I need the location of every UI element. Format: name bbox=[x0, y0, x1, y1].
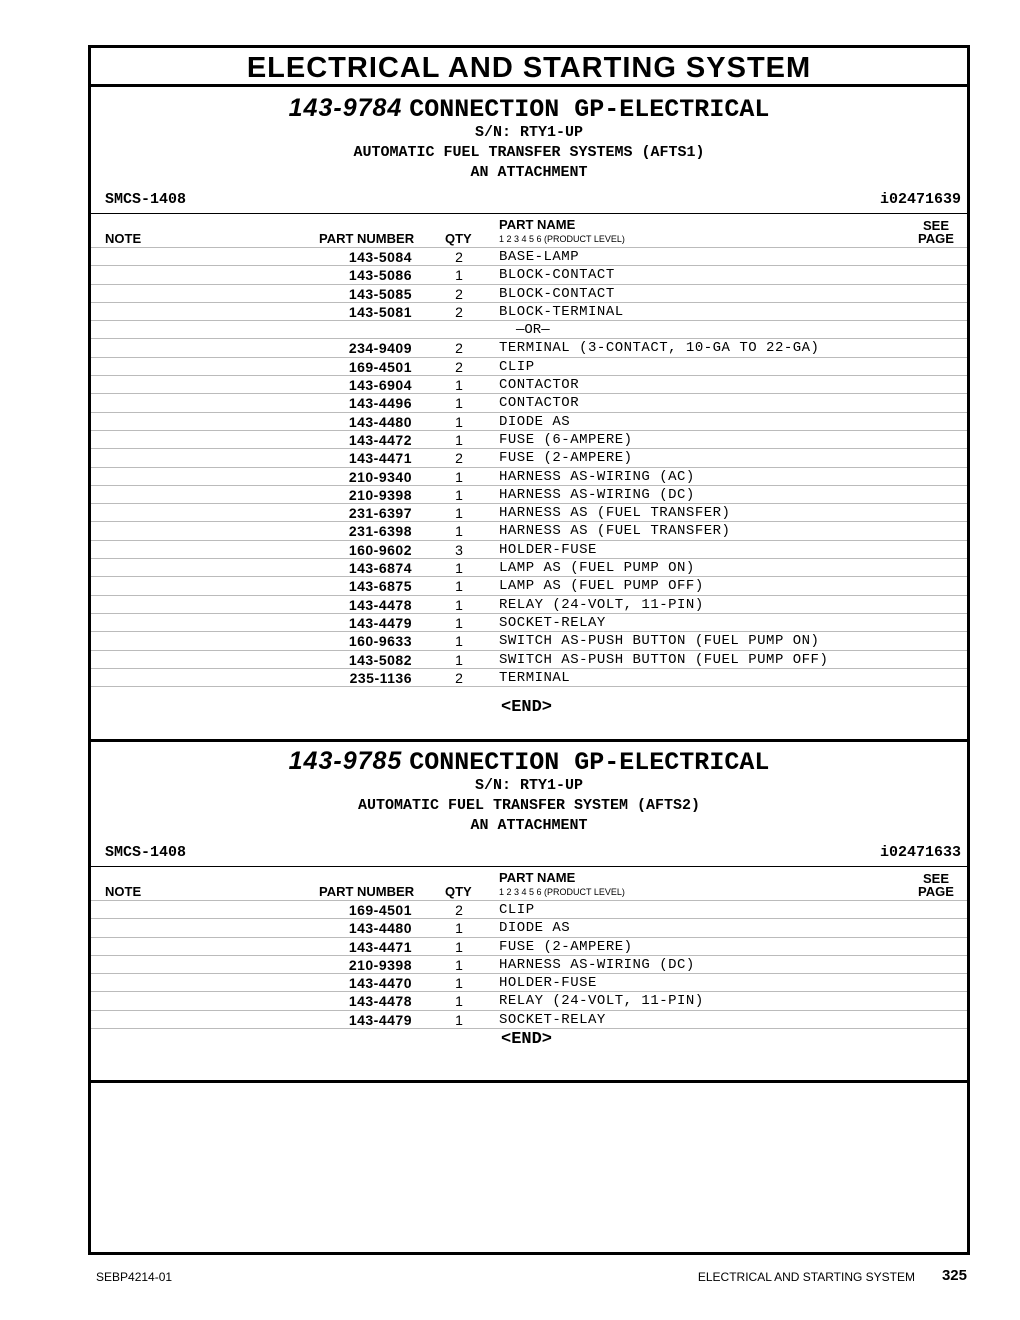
qty-cell: 1 bbox=[455, 596, 463, 613]
part-name-cell: SWITCH AS-PUSH BUTTON (FUEL PUMP OFF) bbox=[499, 651, 829, 668]
qty-cell: 1 bbox=[455, 938, 463, 955]
footer-page-number: 325 bbox=[941, 1267, 967, 1284]
system-line: AUTOMATIC FUEL TRANSFER SYSTEM (AFTS2) bbox=[357, 797, 701, 814]
table-row bbox=[91, 467, 967, 485]
part-number-cell: 231-6397 bbox=[348, 505, 412, 522]
footer-section: ELECTRICAL AND STARTING SYSTEM bbox=[697, 1270, 915, 1284]
system-line: AUTOMATIC FUEL TRANSFER SYSTEMS (AFTS1) bbox=[353, 144, 705, 161]
header-qty: QTY bbox=[445, 884, 472, 899]
part-number-cell: 143-5085 bbox=[348, 285, 412, 302]
end-marker: <END> bbox=[501, 698, 553, 717]
part-name-cell: CONTACTOR bbox=[499, 395, 580, 412]
qty-cell: 1 bbox=[455, 505, 463, 522]
group-title bbox=[91, 747, 967, 777]
qty-cell: 1 bbox=[455, 633, 463, 650]
serial-line: S/N: RTY1-UP bbox=[474, 777, 584, 794]
header-note: NOTE bbox=[105, 884, 142, 899]
part-number-cell: 143-5082 bbox=[348, 651, 412, 668]
qty-cell: 1 bbox=[455, 468, 463, 485]
table-row bbox=[91, 668, 967, 686]
qty-cell: 1 bbox=[455, 267, 463, 284]
table-row bbox=[91, 650, 967, 668]
table-row bbox=[91, 973, 967, 991]
part-number-cell: 143-4480 bbox=[348, 920, 412, 937]
part-name-cell: BLOCK-CONTACT bbox=[499, 285, 615, 302]
qty-cell: 2 bbox=[455, 285, 463, 302]
qty-cell: 2 bbox=[455, 303, 463, 320]
header-part-name: PART NAME bbox=[499, 217, 576, 232]
part-name-cell: RELAY (24-VOLT, 11-PIN) bbox=[499, 596, 704, 613]
table-bottom-rule bbox=[91, 1028, 967, 1029]
header-part-name: PART NAME bbox=[499, 870, 576, 885]
part-number-cell: 143-4472 bbox=[348, 431, 412, 448]
part-number-cell: 231-6398 bbox=[348, 523, 412, 540]
header-see: SEE bbox=[923, 218, 950, 233]
or-separator: —OR— bbox=[516, 322, 550, 339]
table-row bbox=[91, 430, 967, 448]
qty-cell: 1 bbox=[455, 377, 463, 394]
part-number-cell: 143-5084 bbox=[348, 249, 412, 265]
part-number-cell: 234-9409 bbox=[348, 340, 412, 357]
part-number-cell: 143-5086 bbox=[348, 267, 412, 284]
part-number-cell: 169-4501 bbox=[348, 902, 412, 918]
serial-line: S/N: RTY1-UP bbox=[474, 124, 584, 141]
header-qty: QTY bbox=[445, 231, 472, 246]
section-1 bbox=[91, 86, 967, 742]
part-number-cell: 143-6874 bbox=[348, 560, 412, 577]
part-name-cell: BLOCK-CONTACT bbox=[499, 267, 615, 284]
part-number-cell: 143-4480 bbox=[348, 413, 412, 430]
table-row bbox=[91, 991, 967, 1009]
smcs-code: SMCS-1408 bbox=[105, 844, 187, 861]
table-row bbox=[91, 955, 967, 973]
qty-cell: 3 bbox=[455, 541, 463, 558]
part-number-cell: 143-6875 bbox=[348, 578, 412, 595]
part-number-cell: 143-4496 bbox=[348, 395, 412, 412]
part-number-cell: 143-4470 bbox=[348, 975, 412, 992]
part-name-cell: FUSE (2-AMPERE) bbox=[499, 938, 633, 955]
illustration-id: i02471633 bbox=[879, 844, 961, 861]
table-row bbox=[91, 558, 967, 576]
qty-cell: 1 bbox=[455, 395, 463, 412]
part-name-cell: BLOCK-TERMINAL bbox=[499, 303, 624, 320]
table-row bbox=[91, 918, 967, 936]
part-number-cell: 210-9398 bbox=[348, 486, 412, 503]
qty-cell: 1 bbox=[455, 651, 463, 668]
header-part-number: PART NUMBER bbox=[319, 231, 415, 246]
group-part-number: 143-9784 bbox=[288, 94, 403, 122]
part-number-cell: 210-9398 bbox=[348, 956, 412, 973]
part-name-cell: RELAY (24-VOLT, 11-PIN) bbox=[499, 993, 704, 1010]
qty-cell: 2 bbox=[455, 450, 463, 467]
table-row bbox=[91, 375, 967, 393]
part-name-cell: SOCKET-RELAY bbox=[499, 1011, 606, 1028]
part-name-cell: CLIP bbox=[499, 358, 535, 375]
qty-cell: 1 bbox=[455, 413, 463, 430]
part-name-cell: HOLDER-FUSE bbox=[499, 541, 597, 558]
footer-doc-id: SEBP4214-01 bbox=[96, 1270, 173, 1284]
part-number-cell: 143-4471 bbox=[348, 450, 412, 467]
table-row bbox=[91, 503, 967, 521]
part-name-cell: HARNESS AS (FUEL TRANSFER) bbox=[499, 505, 731, 522]
header-note: NOTE bbox=[105, 231, 142, 246]
table-row bbox=[91, 320, 967, 338]
table-header bbox=[91, 866, 967, 901]
illustration-id: i02471639 bbox=[879, 191, 961, 208]
parts-table bbox=[91, 900, 967, 1029]
table-row bbox=[91, 302, 967, 320]
table-row bbox=[91, 393, 967, 411]
qty-cell: 1 bbox=[455, 431, 463, 448]
section-2 bbox=[91, 742, 967, 1083]
table-row bbox=[91, 576, 967, 594]
table-row bbox=[91, 448, 967, 466]
part-name-cell: SOCKET-RELAY bbox=[499, 614, 606, 631]
qty-cell: 1 bbox=[455, 993, 463, 1010]
table-row bbox=[91, 284, 967, 302]
part-number-cell: 160-9602 bbox=[348, 541, 412, 558]
part-number-cell: 160-9633 bbox=[348, 633, 412, 650]
part-name-cell: HARNESS AS-WIRING (DC) bbox=[499, 956, 695, 973]
table-bottom-rule bbox=[91, 686, 967, 687]
group-title bbox=[91, 94, 967, 124]
part-number-cell: 143-6904 bbox=[348, 377, 412, 394]
attachment-line: AN ATTACHMENT bbox=[470, 164, 588, 181]
part-number-cell: 143-4478 bbox=[348, 993, 412, 1010]
part-name-cell: CONTACTOR bbox=[499, 377, 580, 394]
qty-cell: 2 bbox=[455, 358, 463, 375]
table-row bbox=[91, 595, 967, 613]
qty-cell: 1 bbox=[455, 560, 463, 577]
part-name-cell: DIODE AS bbox=[499, 920, 571, 937]
qty-cell: 1 bbox=[455, 1011, 463, 1028]
header-page: PAGE bbox=[918, 231, 954, 246]
part-name-cell: TERMINAL (3-CONTACT, 10-GA TO 22-GA) bbox=[499, 340, 820, 357]
part-number-cell: 143-5081 bbox=[348, 303, 412, 320]
table-row bbox=[91, 613, 967, 631]
part-number-cell: 143-4479 bbox=[348, 1011, 412, 1028]
qty-cell: 2 bbox=[455, 902, 463, 918]
page-frame bbox=[88, 45, 970, 1255]
header-page: PAGE bbox=[918, 884, 954, 899]
group-name: CONNECTION GP-ELECTRICAL bbox=[409, 748, 770, 777]
table-row bbox=[91, 338, 967, 356]
part-name-cell: TERMINAL bbox=[499, 669, 571, 686]
table-row bbox=[91, 521, 967, 539]
qty-cell: 2 bbox=[455, 340, 463, 357]
table-row bbox=[91, 265, 967, 283]
smcs-code: SMCS-1408 bbox=[105, 191, 187, 208]
qty-cell: 1 bbox=[455, 920, 463, 937]
part-name-cell: FUSE (2-AMPERE) bbox=[499, 450, 633, 467]
table-row bbox=[91, 412, 967, 430]
attachment-line: AN ATTACHMENT bbox=[470, 817, 588, 834]
header-product-level: 1 2 3 4 5 6 (PRODUCT LEVEL) bbox=[499, 234, 625, 244]
part-name-cell: HARNESS AS-WIRING (DC) bbox=[499, 486, 695, 503]
part-name-cell: LAMP AS (FUEL PUMP ON) bbox=[499, 560, 695, 577]
table-row bbox=[91, 485, 967, 503]
header-part-number: PART NUMBER bbox=[319, 884, 415, 899]
table-row bbox=[91, 937, 967, 955]
qty-cell: 1 bbox=[455, 975, 463, 992]
part-number-cell: 143-4479 bbox=[348, 614, 412, 631]
table-row bbox=[91, 631, 967, 649]
part-name-cell: HARNESS AS (FUEL TRANSFER) bbox=[499, 523, 731, 540]
part-name-cell: HARNESS AS-WIRING (AC) bbox=[499, 468, 695, 485]
table-row bbox=[91, 1010, 967, 1028]
table-header bbox=[91, 213, 967, 248]
part-name-cell: CLIP bbox=[499, 902, 535, 918]
qty-cell: 1 bbox=[455, 486, 463, 503]
qty-cell: 2 bbox=[455, 669, 463, 686]
part-name-cell: FUSE (6-AMPERE) bbox=[499, 431, 633, 448]
group-part-number: 143-9785 bbox=[288, 747, 403, 775]
table-row bbox=[91, 247, 967, 265]
main-title: ELECTRICAL AND STARTING SYSTEM bbox=[91, 48, 967, 87]
part-number-cell: 235-1136 bbox=[349, 669, 412, 686]
part-number-cell: 210-9340 bbox=[348, 468, 412, 485]
end-marker: <END> bbox=[501, 1030, 553, 1049]
part-number-cell: 143-4478 bbox=[348, 596, 412, 613]
table-row bbox=[91, 900, 967, 918]
part-number-cell: 143-4471 bbox=[348, 938, 412, 955]
qty-cell: 2 bbox=[455, 249, 463, 265]
part-name-cell: HOLDER-FUSE bbox=[499, 975, 597, 992]
parts-table bbox=[91, 247, 967, 687]
qty-cell: 1 bbox=[455, 578, 463, 595]
part-name-cell: DIODE AS bbox=[499, 413, 571, 430]
part-name-cell: LAMP AS (FUEL PUMP OFF) bbox=[499, 578, 704, 595]
group-name: CONNECTION GP-ELECTRICAL bbox=[409, 95, 770, 124]
qty-cell: 1 bbox=[455, 956, 463, 973]
header-see: SEE bbox=[923, 871, 950, 886]
qty-cell: 1 bbox=[455, 523, 463, 540]
part-number-cell: 169-4501 bbox=[348, 358, 412, 375]
table-row bbox=[91, 357, 967, 375]
part-name-cell: SWITCH AS-PUSH BUTTON (FUEL PUMP ON) bbox=[499, 633, 820, 650]
qty-cell: 1 bbox=[455, 614, 463, 631]
part-name-cell: BASE-LAMP bbox=[499, 249, 580, 265]
header-product-level: 1 2 3 4 5 6 (PRODUCT LEVEL) bbox=[499, 887, 625, 897]
table-row bbox=[91, 540, 967, 558]
